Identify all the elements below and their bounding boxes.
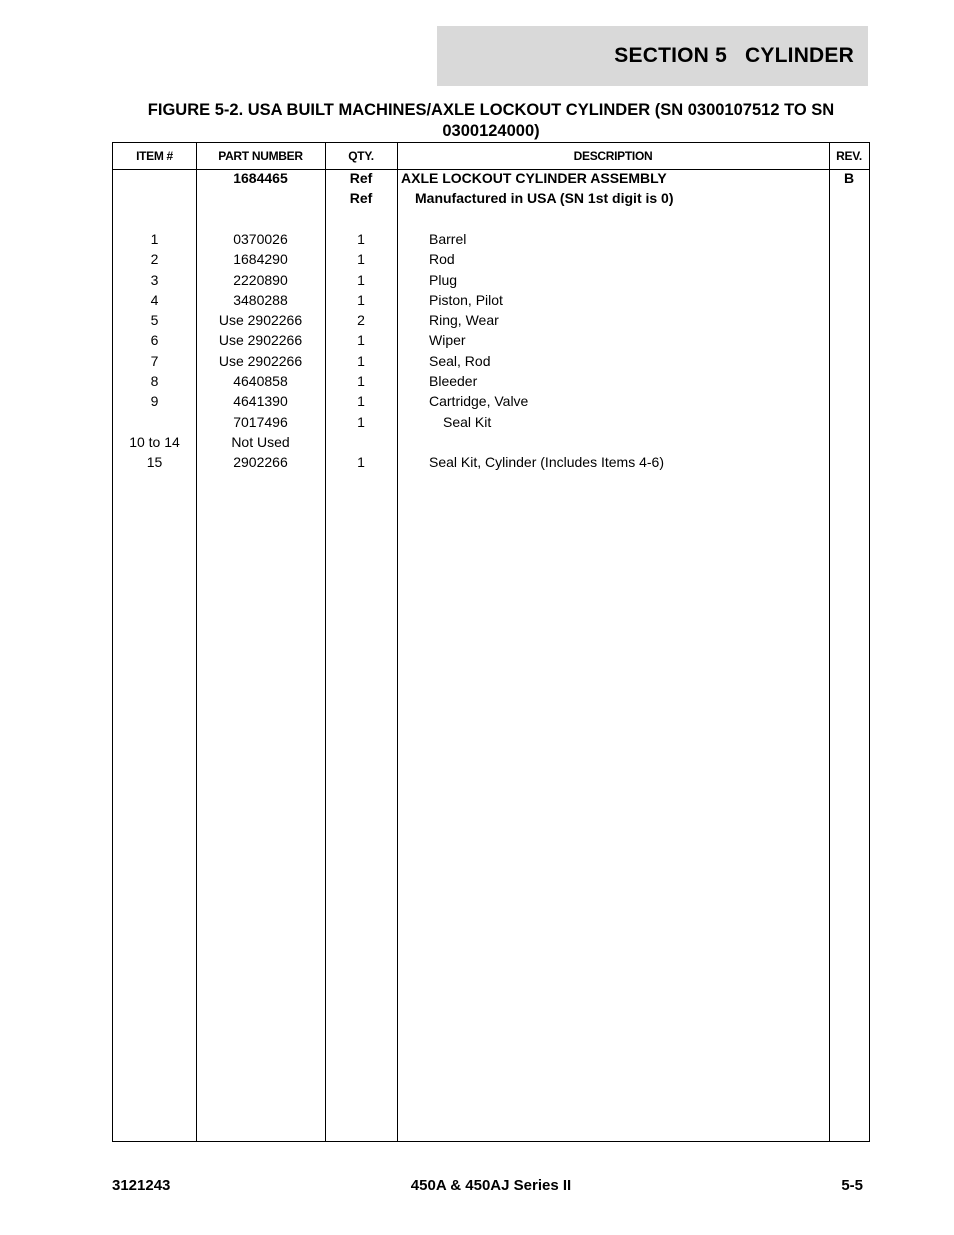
cell-item-number [113, 168, 196, 188]
table-row [113, 168, 869, 188]
cell-description: AXLE LOCKOUT CYLINDER ASSEMBLY [401, 170, 667, 186]
table-row [113, 229, 869, 249]
figure-title-line-1: FIGURE 5-2. USA BUILT MACHINES/AXLE LOCKOUT CYLINDER (SN 0300107512 TO SN [147, 101, 835, 119]
cell-item-number: 7 [150, 352, 159, 369]
cell-rev [829, 452, 869, 472]
cell-part-number: 0370026 [233, 230, 288, 247]
cell-description: Manufactured in USA (SN 1st digit is 0) [415, 190, 674, 207]
cell-qty: 1 [357, 230, 365, 247]
cell-description [401, 432, 827, 452]
table-row [113, 249, 869, 269]
cell-part-number: 3480288 [233, 291, 288, 308]
table-row [113, 432, 869, 452]
cell-description: Wiper [429, 332, 466, 349]
cell-description: Seal Kit [443, 413, 492, 430]
cell-rev [829, 270, 869, 290]
cell-item-number: 6 [150, 332, 159, 349]
cell-qty: Ref [349, 170, 373, 186]
table-row [113, 310, 869, 330]
cell-description: Bleeder [429, 373, 478, 389]
table-row [113, 188, 869, 208]
cell-description: Plug [429, 271, 458, 288]
cell-qty [325, 432, 397, 452]
cell-description: Barrel [429, 230, 467, 247]
cell-description [401, 209, 827, 229]
cell-description: Piston, Pilot [429, 291, 503, 308]
footer-model: 450A & 450AJ Series II [410, 1177, 572, 1194]
cell-qty: 1 [357, 332, 365, 349]
cell-rev [829, 391, 869, 411]
table-row [113, 330, 869, 350]
cell-description: Cartridge, Valve [429, 393, 529, 410]
cell-part-number: Not Used [231, 433, 290, 450]
cell-part-number: 1684465 [233, 170, 288, 186]
cell-qty: 1 [357, 352, 365, 369]
cell-rev: B [843, 170, 855, 186]
figure-title-line-2: 0300124000) [442, 122, 540, 140]
cell-rev [829, 209, 869, 229]
cell-part-number: 1684290 [233, 251, 288, 268]
cell-part-number [196, 209, 325, 229]
cell-rev [829, 330, 869, 350]
cell-item-number [113, 209, 196, 229]
cell-part-number: Use 2902266 [218, 312, 303, 329]
parts-table [112, 142, 870, 1142]
cell-description: Ring, Wear [429, 312, 499, 329]
figure-title [112, 100, 870, 142]
cell-item-number [113, 188, 196, 208]
cell-qty: 1 [357, 373, 365, 389]
cell-item-number: 5 [150, 312, 159, 329]
cell-rev [829, 229, 869, 249]
cell-item-number: 3 [150, 271, 159, 288]
cell-item-number: 2 [150, 251, 159, 268]
cell-rev [829, 432, 869, 452]
cell-part-number: 7017496 [233, 413, 288, 430]
cell-part-number: Use 2902266 [218, 332, 303, 349]
section-header [437, 26, 868, 86]
cell-rev [829, 310, 869, 330]
column-header-part-number: PART NUMBER [218, 149, 303, 163]
cell-rev [829, 351, 869, 371]
cell-part-number: Use 2902266 [218, 352, 303, 369]
cell-qty: 1 [357, 454, 365, 471]
cell-description: Seal Kit, Cylinder (Includes Items 4-6) [429, 454, 664, 471]
section-title: SECTION 5 CYLINDER [614, 44, 854, 67]
cell-item-number: 8 [150, 373, 159, 389]
cell-part-number: 2220890 [233, 271, 288, 288]
cell-item-number: 10 to 14 [129, 433, 180, 450]
cell-description: Seal, Rod [429, 352, 491, 369]
cell-rev [829, 249, 869, 269]
column-header-qty: QTY. [348, 149, 374, 163]
table-row [113, 412, 869, 432]
cell-item-number: 15 [146, 454, 163, 471]
cell-qty: 1 [357, 413, 365, 430]
cell-part-number [196, 188, 325, 208]
cell-qty: 1 [357, 251, 365, 268]
footer-page-number: 5-5 [841, 1177, 863, 1194]
table-row [113, 351, 869, 371]
footer-doc-number: 3121243 [112, 1177, 171, 1194]
column-header-rev: REV. [836, 149, 862, 163]
table-row [113, 452, 869, 472]
cell-rev [829, 290, 869, 310]
column-header-item: ITEM # [136, 149, 173, 163]
cell-qty: 2 [357, 312, 365, 329]
cell-qty [325, 209, 397, 229]
table-row [113, 371, 869, 391]
cell-part-number: 4640858 [233, 373, 288, 389]
table-row [113, 391, 869, 411]
cell-item-number: 9 [150, 393, 159, 410]
cell-item-number [113, 412, 196, 432]
cell-qty: 1 [357, 393, 365, 410]
cell-qty: 1 [357, 291, 365, 308]
cell-part-number: 2902266 [233, 454, 288, 471]
table-row [113, 290, 869, 310]
cell-item-number: 4 [150, 291, 159, 308]
cell-rev [829, 371, 869, 391]
table-row [113, 270, 869, 290]
column-header-description: DESCRIPTION [573, 149, 653, 163]
cell-qty: Ref [349, 190, 373, 207]
cell-item-number: 1 [150, 230, 159, 247]
cell-qty: 1 [357, 271, 365, 288]
cell-rev [829, 188, 869, 208]
table-row [113, 209, 869, 229]
cell-rev [829, 412, 869, 432]
cell-description: Rod [429, 251, 455, 268]
cell-part-number: 4641390 [233, 393, 288, 410]
